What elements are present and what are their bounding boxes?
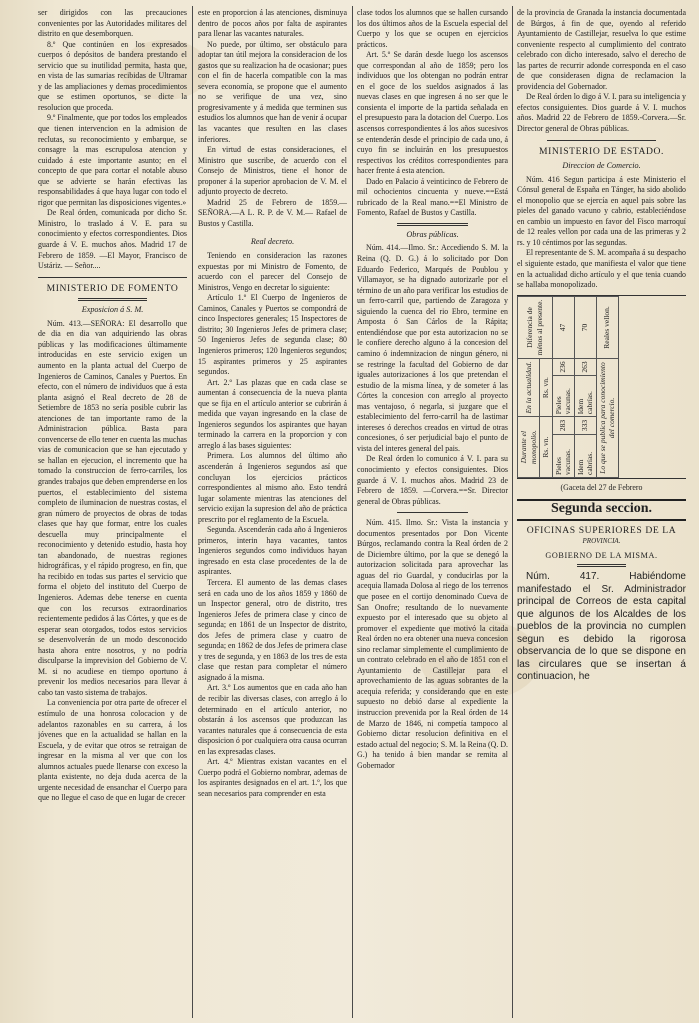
- table-cell: Idem cabrías.: [574, 434, 596, 477]
- table-cell: Pieles vacunas.: [552, 434, 574, 477]
- subheading: Exposicion á S. M.: [81, 305, 144, 315]
- paragraph: clase todos los alumnos que se hallen cursando los dos últimos años de la Escuela especial del Cuerpo y los que se ocupen en ejercicios prácticos.: [357, 8, 508, 49]
- section-heading: MINISTERIO DE ESTADO.: [538, 145, 665, 157]
- paragraph: Artículo 1.º El Cuerpo de Ingenieros de Caminos, Canales y Puertos se compondrá de cinco Inspectores generales; 15 Inspectores de distrito; 30 Ingenieros Jefes de primera clase; 50 Ingenieros Jefes de segunda clase; 80 Ingenieros primeros; 120 Ingenieros segundos; 15 aspirantes primeros y 25 aspirantes segundos.: [198, 293, 347, 377]
- table-caption: Lo que se publica para conocimiento del comercio.: [596, 358, 618, 477]
- paragraph: No puede, por último, ser obstáculo para adoptar tan útil mejora la consideracion de los gastos que su realizacion ha de ocasionar; pues con el fin de hacerla compatible con la mas severa economía, se propone que el aumento no se verifique de una vez, sino progresivamente y á medida que terminen sus estudios los alumnos que han de venir á ocupar las vacantes que resulten en las clases inferiores.: [198, 39, 347, 144]
- signature-line: Madrid 25 de Febrero de 1859.— SEÑORA.—A L. R. P. de V. M.— Rafael de Bustos y Castilla.: [198, 197, 347, 228]
- paragraph: De Real órden lo digo á V. I. para su inteligencia y efectos consiguientes. Dios guarde á V. I. muchos años. Madrid 22 de Febrero de 1859.-Corvera.—Sr. Director general de Obras públicas.: [517, 92, 686, 134]
- divider: [38, 277, 187, 278]
- government-heading: GOBIERNO DE LA MISMA.: [545, 550, 658, 560]
- column-2: [198, 8, 347, 799]
- divider: [547, 140, 656, 141]
- table-cell: 333: [574, 416, 596, 434]
- divider: [397, 512, 468, 513]
- paragraph: Teniendo en consideracion las razones expuestas por mi Ministro de Fomento, de acuerdo con el parecer del Consejo de Ministros, Vengo en decretar lo siguiente:: [198, 251, 347, 292]
- column-3: [357, 8, 508, 771]
- paragraph: La conveniencia por otra parte de ofrecer el estímulo de una honrosa colocacion y de adelantos razonables en su carrera, á los jóvenes que en la actualidad se hallan en la Escuela, y de evitar que otros se retraigan de ingresar en la misma al ver que con los alumnos actuales puede llenarse con exceso la planta existente, no deja duda acerca de la urgente necesidad de ensanchar el Cuerpo para que no llegue el caso de que en lugar de crecer: [38, 698, 187, 803]
- paragraph: Dado en Palacio á veinticinco de Febrero de mil ochocientos cincuenta y nueve.==Está rubricado de la Real mano.==El Ministro de Fomento, Rafael de Bustos y Castilla.: [357, 176, 508, 218]
- paragraph: En virtud de estas consideraciones, el Ministro que suscribe, de acuerdo con el Consejo de Ministros, tiene el honor de proponer á la superior aprobacion de V. M. el adjunto proyecto de decreto.: [198, 145, 347, 197]
- office-subheading: PROVINCIA.: [582, 537, 621, 546]
- table-cell: Rs. vn.: [540, 358, 553, 416]
- paragraph: de la provincia de Granada la instancia documentada de Búrgos, á fin de que, oyendo al referido Ayuntamiento de Castillejar, resuelva lo que estime conveniente respecto al cumplimiento del contrato celebrado con dicho interesado, salvo el derecho de las partes de recurrir adonde corresponda en el caso de que considerasen digna de reclamacion la providencia del Gobernador.: [517, 8, 686, 91]
- table-cell: 283: [552, 416, 574, 434]
- paragraph: De Real órden, comunicada por dicho Sr. Ministro, lo traslado á V. E. para su conocimiento y efectos correspondientes. Dios guarde á V. E. muchos años. Madrid 17 de Febrero de 1859. —El Mayor, Francisco de Ustáriz. — Señor....: [38, 208, 187, 271]
- table-cell: 70: [574, 296, 596, 358]
- gazette-note: (Gaceta del 27 de Febrero: [560, 482, 643, 492]
- table-cell: Reales vellon.: [596, 296, 618, 358]
- table-cell: 47: [552, 296, 574, 358]
- table-cell: Rs. vn.: [540, 416, 553, 477]
- table-row: [552, 296, 574, 477]
- table-row: [574, 296, 596, 477]
- paragraph: Núm. 415. Ilmo. Sr.: Vista la instancia y documentos presentados por Don Vicente Búrgos, reclamando contra la Real órden de 2 de Diciembre último, por la que se denegó la autorizacion solicitada para aprovechar las aguas del rio Guardal, y conducirlas por la acequia llamada Dolosa al riego de los terrenos que posee en el cortijo denominado Cueva de San Onofre; resultando de lo nuevamente expuesto por el interesado que su objeto al promover el expediente que motivó la citada Real órden no era obtener una nueva concesion sino reclamar simplemente el cumplimiento de un contrato celebrado en el año de 1851 con el Ayuntamiento de Castillejar para el aprovechamiento de las aguas sobrantes de la acequia referida; y considerando que en este supuesto no debió darse al expediente la instruccion prevenida por la Real órden de 14 de Marzo de 1846, ni competía tampoco al Gobierno dictar resolucion definitiva en el estado actual del negocio; S. M. la Reina (Q. D. G.) ha tenido á bien mandar se remita al Gobernador: [357, 518, 508, 770]
- paragraph: Núm. 417. Habiéndome manifestado el Sr. Administrador principal de Correos de esta capital que algunos de los Alcaldes de los pueblos de la provincia no cumplen segun es debido la rigorosa observancia de lo que se dispone en las circulares que se insertan á continuacion, he: [517, 571, 686, 683]
- table-cell: 263: [574, 358, 596, 375]
- paragraph: El representante de S. M. acompaña á su despacho el siguiente estado, que manifiesta el valor que tiene en la actualidad dicho artículo y el que tenia cuando se hallaba monopolizado.: [517, 248, 686, 290]
- divider: [577, 564, 626, 567]
- subheading: Direccion de Comercio.: [562, 161, 641, 171]
- paragraph: Segunda. Ascenderán cada año á Ingenieros primeros, interin haya vacantes, tantos Ingenieros segundos como individuos hayan ingresado en esta clase procedentes de la de aspirantes.: [198, 525, 347, 577]
- paragraph: Tercera. El aumento de las demas clases será en cada uno de los años 1859 y 1860 de un Inspector general, otro de distrito, tres Ingenieros Jefes de primera clase y cinco de segunda; en 1861 de un Inspector de distrito, dos Jefes de primera clase y cuatro de segunda; en 1862 de dos Jefes de primera clase y tres de segunda, y en 1863 de los tres de esta clase que restan para completar el número asignado á la misma.: [198, 577, 347, 682]
- paragraph: 8.º Que continúen en los expresados cuerpos ó depósitos de bandera prestando el servicio que su inutilidad permita, hasta que, en vista de las sumarias recibidas de Ultramar y de las ampliaciones y demas procedimientos que se estimen oportunos, se dicte la resolucion que proceda.: [38, 39, 187, 112]
- rotated-table: [517, 296, 686, 478]
- paragraph: Núm. 413.—SEÑORA: El desarrollo que de dia en dia van adquiriendo las obras públicas y las modificaciones últimamente introducidas en este servicio exigen un aumento en la planta actual del Cuerpo de Ingenieros de Caminos, Canales y Puertos. En efecto, con el número de individuos que á esta planta asignó el Real decreto de 28 de Setiembre de 1853 no sería posible cubrir las atenciones de tan importante ramo de la Administracion pública. Basta para convencerse de ello tener en cuenta las muchas vias de comunicacion que se han ejecutado y se hallan en ejecucion, el incremento que ha tomado la construccion de ferro-carriles, los grandes trabajos que deben emprenderse en los puertos, el establecimiento del sistema completo de iluminacion de nuestras costas, el gran número de proyectos de obras de todas clases que hay que formar, entre los cuales descuella muy principalmente el reconocimiento y detenido estudio, hasta hoy tan abandonado, de nuestras regiones hidrográficas, y el rápido progreso, en fin, que ha recibido en todas sus partes el servicio que forma el objeto del instituto del Cuerpo de Ingenieros. Ademas debe tenerse en cuenta que con los recursos extraordinarios recientemente pedidos á las Córtes, y que es de esperar sean otorgados, todos estos servicios se desenvolverán de un modo desconocido hasta ahora entre nosotros, y no podría disculparse la imprevision del Gobierno de V. M. si no acudiese en tiempo oportuno á prevenir los medios necesarios para llevar á cabo tan vasto sistema de trabajos.: [38, 318, 187, 697]
- table-cell: 236: [552, 358, 574, 375]
- table-cell: Pieles vacunas.: [552, 375, 574, 416]
- column-4: [517, 8, 686, 684]
- paragraph: Art. 5.º Se darán desde luego los ascensos que correspondan al año de 1859; pero los individuos que los obtengan no podrán entrar en el goce de los sueldos asignados á las nuevas clases en que ingresen á no ser que le consienta el importe de la partida señalada en el presupuesto para la dotacion del Cuerpo. Los ascensos correspondientes á los años sucesivos se entenderán desde el principio de cada uno, á cuyo fin se incluirán en los presupuestos respectivos los créditos correspondientes para hacer frente á esta atencion.: [357, 50, 508, 176]
- paragraph: 9.º Finalmente, que por todos los empleados que tienen intervencion en la admision de reclutas, su reconocimiento y embarque, se consagre la mas escrupulosa atencion y cuidado á este importante asunto; en el concepto de que para cortar el notable abuso que se advierte se harán efectivas las responsabilidades á que haya lugar con todo el rigor que permitan las disposiciones vigentes.»: [38, 113, 187, 207]
- paragraph: De Real órden lo comunico á V. I. para su conocimiento y efectos consiguientes. Dios guarde á V. I. muchos años. Madrid 23 de Febrero de 1859. —Corvera.==Sr. Director general de Obras públicas.: [357, 454, 508, 506]
- divider: [78, 298, 147, 301]
- divider: [397, 223, 468, 226]
- column-rule: [192, 6, 193, 1018]
- price-table: [517, 295, 686, 479]
- paragraph: Primera. Los alumnos del último año ascenderán á Ingenieros segundos así que concluyan los ejercicios prácticos correspondientes al mismo año. Esto tendrá lugar solamente mientras las atenciones del servicio exijan la supresion del año de práctica prescrito por el reglamento de la Escuela.: [198, 451, 347, 524]
- column-rule: [512, 6, 513, 1018]
- paragraph: Art. 3.º Los aumentos que en cada año han de recibir las diversas clases, con arreglo á lo determinado en el artículo anterior, no obstarán á los ascensos que produzcan las vacantes naturales que á consecuencia de esta disposicion ó por cualquiera otra causa ocurran en las expresadas clases.: [198, 683, 347, 756]
- table-row: [596, 296, 618, 477]
- section-title: Segunda seccion.: [550, 501, 653, 517]
- paragraph: Núm. 416 Segun participa á este Ministerio el Cónsul general de España en Tánger, ha sido abolido el monopolio que se ejercía en aquel pais sobre las pieles del ganado vacuno y cabrio, estableciéndose en cambio un impuesto en favor del Fisco marroquí de 12 reales vellon por cada una de las primeras y 2 rs. y 10 céntimos por las segundas.: [517, 174, 686, 247]
- table-row: [518, 296, 540, 477]
- subheading: Real decreto.: [250, 237, 295, 247]
- table: [517, 296, 619, 478]
- office-heading: OFICINAS SUPERIORES DE LA: [526, 524, 677, 536]
- table-header: En la actualidad.: [518, 358, 540, 416]
- paragraph: Art. 4.º Mientras existan vacantes en el Cuerpo podrá el Gobierno nombrar, ademas de los aspirantes designados en el art. 1.º, los que sean necesarios para comprender en esta: [198, 757, 347, 798]
- table-header: Durante el monopolio.: [518, 416, 540, 477]
- paragraph: Art. 2.º Las plazas que en cada clase se aumentan á consecuencia de la nueva planta que se fija en el artículo anterior se cubrirán á medida que vayan ingresando en la clase de Ingenieros segundos los aspirantes que hayan terminado la carrera en la proporcion y con arreglo á las bases siguientes:: [198, 377, 347, 450]
- paragraph: este en proporcion á las atenciones, disminuya dentro de pocos años por falta de aspirantes para llenar las vacantes naturales.: [198, 8, 347, 39]
- subheading: Obras públicas.: [406, 229, 459, 239]
- paragraph: ser dirigidos con las precauciones convenientes por las Autoridades militares del distrito en que desemborquen.: [38, 8, 187, 39]
- section-heading: MINISTERIO DE FOMENTO: [46, 282, 179, 294]
- table-cell: Idem cabrías.: [574, 375, 596, 416]
- divider: [517, 519, 686, 521]
- column-rule: [352, 6, 353, 1018]
- table-header: Diferencia de ménos al presente.: [518, 296, 553, 358]
- paragraph: Núm. 414.—Ilmo. Sr.: Accediendo S. M. la Reina (Q. D. G.) á lo solicitado por Don Eduardo Federico, Marqués de Poublou y Villamayor, se ha dignado autorizarle por el término de un año para verificar los estudios de un ferro-carril que, partiendo de Zaragoza y siguiendo la cuenca del rio Ebro, termine en Amposta ó San Cárlos de la Rápita; entendiéndose que por esta autorizacion no se le confiere derecho alguno á la concesion del camino ó indemnizacion de ningun género, ni se restringe la facultad del Gobierno de dar iguales autorizaciones á los que pretendan el estudio de la misma línea, y de someter á las Córtes la concesion con arreglo al proyecto mas ventajoso, ó negarla, si juzgare que el establecimiento del ferro-carril ha de lastimar intereses ó derechos creados en virtud de otras concesiones, ó ser perjudicial bajo el punto de vista del interes general del pais.: [357, 243, 508, 453]
- column-1: [38, 8, 187, 804]
